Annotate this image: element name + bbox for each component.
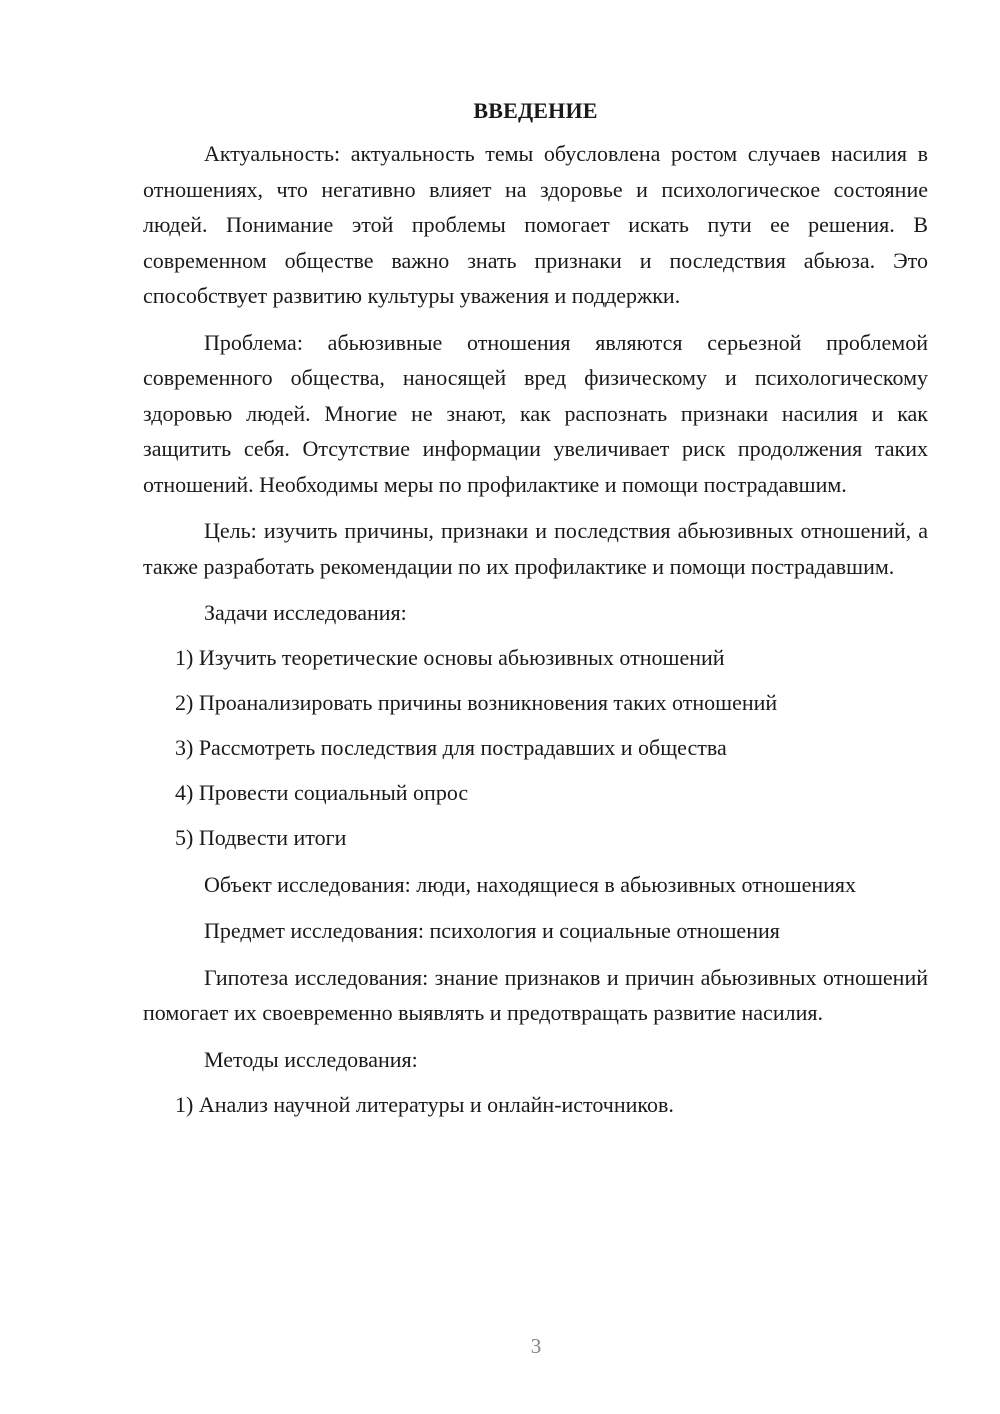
list-item: 3) Рассмотреть последствия для пострадавших и общества [175,735,727,760]
hypothesis-paragraph: Гипотеза исследования: знание признаков и причин абьюзивных отношений помогает их своевременно выявлять и предотвращать развитие насилия. [143,964,928,1025]
methods-title: Методы исследования: [204,1046,418,1072]
page-number: 3 [530,1334,542,1358]
list-item: 1) Изучить теоретические основы абьюзивных отношений [175,645,725,670]
list-item: 4) Провести социальный опрос [175,780,469,805]
goal-paragraph: Цель: изучить причины, признаки и последствия абьюзивных отношений, а также разработать рекомендации по их профилактике и помощи пострадавшим. [143,518,928,579]
object-paragraph: Объект исследования: люди, находящиеся в абьюзивных отношениях [204,871,857,897]
list-item: 1) Анализ научной литературы и онлайн-источников. [175,1091,674,1117]
list-item: 5) Подвести итоги [175,825,347,850]
subject-paragraph: Предмет исследования: психология и социальные отношения [204,918,780,943]
section-heading: ВВЕДЕНИЕ [473,98,598,123]
relevance-paragraph: Актуальность: актуальность темы обусловлена ростом случаев насилия в отношениях, что негативно влияет на здоровье и психологическое состояние людей. Понимание этой проблемы помогает искать пути ее решения. В современном обществе важно знать признаки и последствия абьюза. Это способствует развитию культуры уважения и поддержки. [143,141,928,308]
page-content [143,94,928,1122]
methods-list [143,1087,928,1123]
tasks-title: Задачи исследования: [204,600,407,625]
list-item: 2) Проанализировать причины возникновения таких отношений [175,690,778,715]
tasks-list [143,640,928,856]
problem-paragraph: Проблема: абьюзивные отношения являются серьезной проблемой современного общества, наносящей вред физическому и психологическому здоровью людей. Многие не знают, как распознать признаки насилия и как защитить себя. Отсутствие информации увеличивает риск продолжения таких отношений. Необходимы меры по профилактике и помощи пострадавшим. [143,329,928,497]
